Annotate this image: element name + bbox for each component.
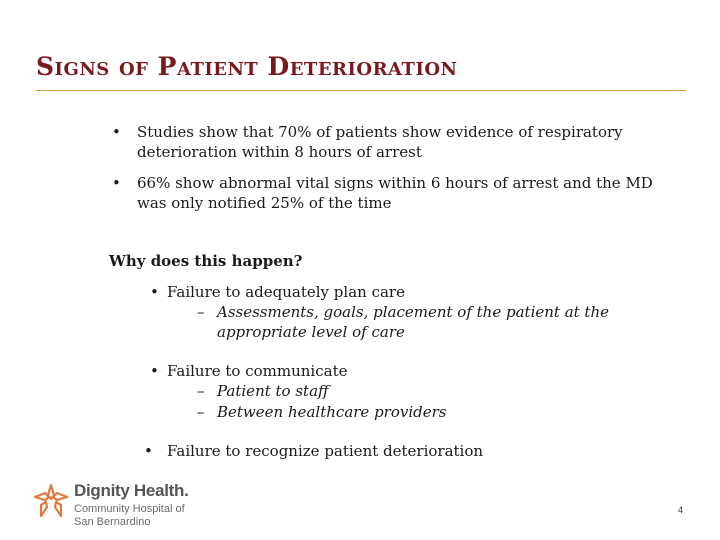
bullet-line: was only notified 25% of the time <box>137 194 392 212</box>
dash-marker: – <box>197 403 205 421</box>
dash-marker: – <box>197 303 205 321</box>
bullet-text <box>137 173 653 213</box>
bullet-line: 66% show abnormal vital signs within 6 hours of arrest and the MD <box>137 174 653 192</box>
bullet-text <box>137 122 623 162</box>
question-heading: Why does this happen? <box>109 252 303 270</box>
page-number: 4 <box>678 505 684 515</box>
title-divider <box>36 90 686 91</box>
logo-line: San Bernardino <box>74 516 151 528</box>
dignity-health-star-icon <box>32 482 70 520</box>
bullet-line: deterioration within 8 hours of arrest <box>137 143 422 161</box>
bullet-marker: • <box>150 362 159 380</box>
reason-sub <box>217 302 609 342</box>
logo-subtitle <box>74 503 185 529</box>
bullet-marker: • <box>144 442 153 460</box>
reason-label: Failure to adequately plan care <box>167 283 405 301</box>
bullet-marker: • <box>150 283 159 301</box>
dash-marker: – <box>197 382 205 400</box>
reason-label: Failure to recognize patient deterioration <box>167 442 484 460</box>
sub-line: appropriate level of care <box>217 323 405 341</box>
bullet-marker: • <box>112 123 121 141</box>
slide-title: Signs of Patient Deterioration <box>36 52 458 81</box>
sub-line: Assessments, goals, placement of the patient at the <box>217 303 609 321</box>
reason-sub: Patient to staff <box>217 382 329 400</box>
bullet-marker: • <box>112 174 121 192</box>
reason-sub: Between healthcare providers <box>217 403 447 421</box>
logo-name: Dignity Health. <box>74 481 189 500</box>
logo-line: Community Hospital of <box>74 503 185 515</box>
bullet-line: Studies show that 70% of patients show evidence of respiratory <box>137 123 623 141</box>
reason-label: Failure to communicate <box>167 362 348 380</box>
